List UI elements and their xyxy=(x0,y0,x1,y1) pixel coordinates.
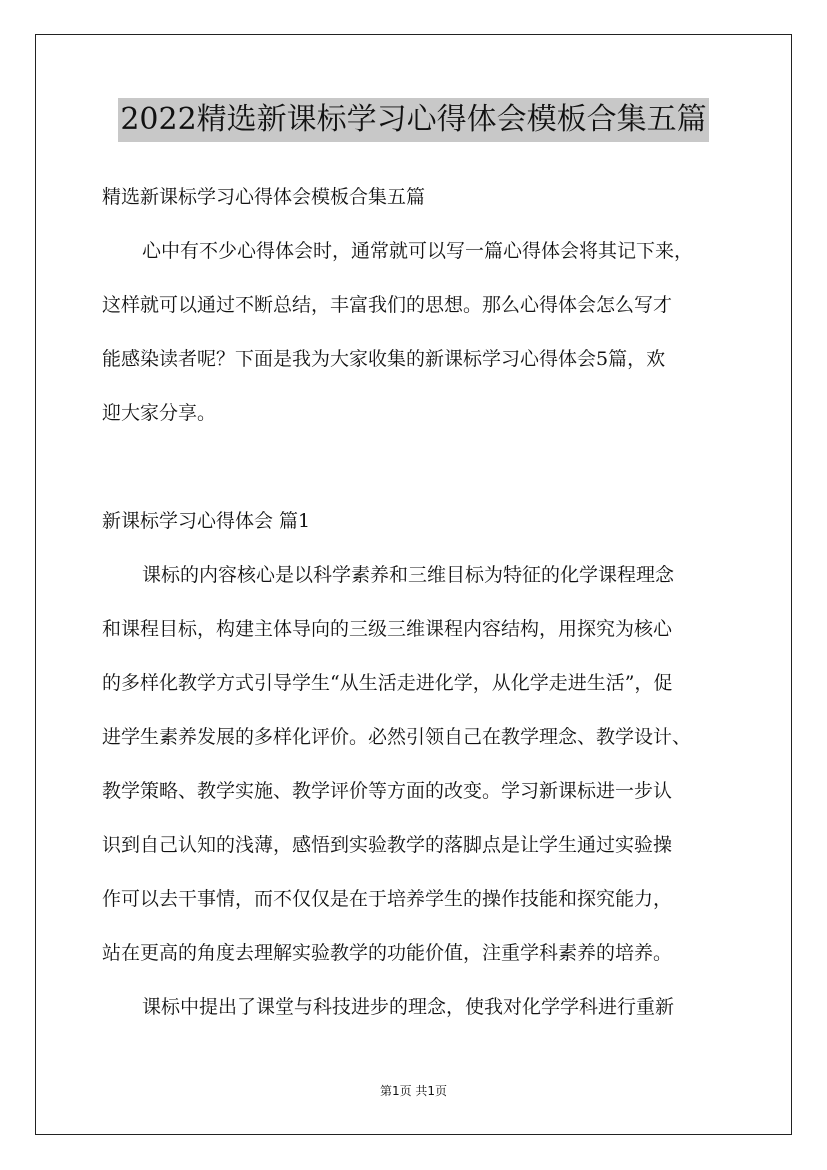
intro-line: 心中有不少心得体会时，通常就可以写一篇心得体会将其记下来， xyxy=(142,240,694,262)
paragraph-line: 的多样化教学方式引导学生“从生活走进化学，从化学走进生活”，促 xyxy=(102,672,673,694)
title-container xyxy=(0,98,827,142)
paragraph-line: 识到自己认知的浅薄，感悟到实验教学的落脚点是让学生通过实验操 xyxy=(102,834,673,856)
document-title: 2022精选新课标学习心得体会模板合集五篇 xyxy=(118,98,708,142)
paragraph-line: 作可以去干事情，而不仅仅是在于培养学生的操作技能和探究能力， xyxy=(102,888,673,910)
paragraph-line: 教学策略、教学实施、教学评价等方面的改变。学习新课标进一步认 xyxy=(102,780,673,802)
paragraph-line: 进学生素养发展的多样化评价。必然引领自己在教学理念、教学设计、 xyxy=(102,726,692,748)
section-heading: 新课标学习心得体会 篇1 xyxy=(102,510,311,532)
intro-line: 能感染读者呢？下面是我为大家收集的新课标学习心得体会5篇，欢 xyxy=(102,348,666,370)
page-footer: 第1页 共1页 xyxy=(379,1084,448,1098)
intro-line: 迎大家分享。 xyxy=(102,402,217,424)
document-subtitle: 精选新课标学习心得体会模板合集五篇 xyxy=(102,186,426,208)
document-body xyxy=(102,170,732,1034)
blank-line xyxy=(102,440,732,494)
paragraph-line: 和课程目标，构建主体导向的三级三维课程内容结构，用探究为核心 xyxy=(102,618,673,640)
intro-line: 这样就可以通过不断总结，丰富我们的思想。那么心得体会怎么写才 xyxy=(102,294,673,316)
paragraph-line: 课标中提出了课堂与科技进步的理念，使我对化学学科进行重新 xyxy=(142,996,675,1018)
paragraph-line: 站在更高的角度去理解实验教学的功能价值，注重学科素养的培养。 xyxy=(102,942,673,964)
paragraph-line: 课标的内容核心是以科学素养和三维目标为特征的化学课程理念 xyxy=(142,564,675,586)
